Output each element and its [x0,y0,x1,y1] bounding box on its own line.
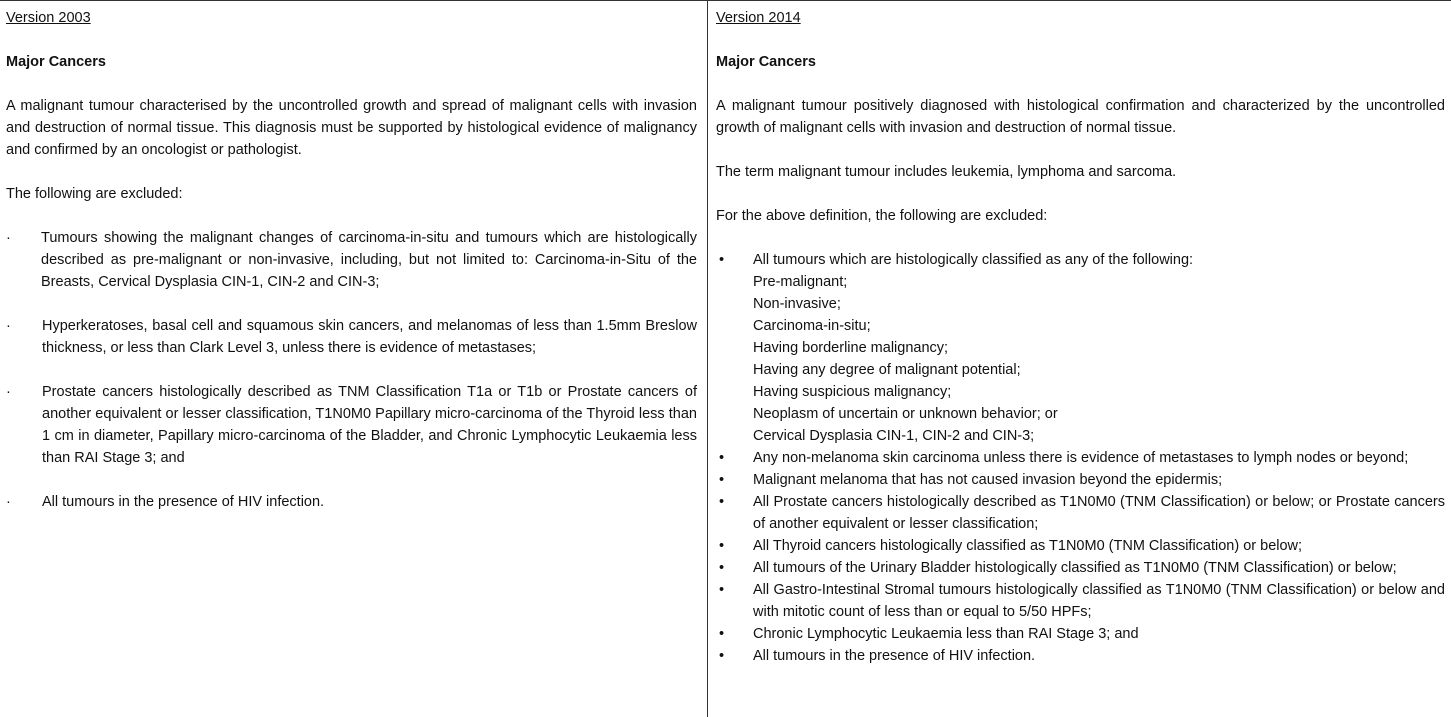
exclusion-item [716,469,1445,491]
exclusion-text: Chronic Lymphocytic Leukaemia less than RAI Stage 3; and [753,626,1139,642]
exclusion-text: All Prostate cancers histologically described as T1N0M0 (TNM Classification) or below; or Prostate cancers of another equivalent or lesser classification; [753,494,1445,532]
sub-item: Pre-malignant; [753,274,848,290]
bullet: • [719,538,725,554]
exclusion-item [716,535,1445,557]
exclusion-item [716,491,1445,535]
sub-item: Having suspicious malignancy; [753,384,952,400]
exclusion-text: Malignant melanoma that has not caused invasion beyond the epidermis; [753,472,1223,488]
bullet: • [719,626,725,642]
exclusion-text: All tumours of the Urinary Bladder histologically classified as T1N0M0 (TNM Classification) or below; [753,560,1397,576]
bullet: · [6,494,11,510]
exclusion-text: All Thyroid cancers histologically classified as T1N0M0 (TNM Classification) or below; [753,538,1303,554]
exclusion-item [716,645,1445,667]
exclusion-text: Tumours showing the malignant changes of carcinoma-in-situ and tumours which are histologically described as pre-malignant or non-invasive, including, but not limited to: Carcinoma-in-Situ of the Breasts, Cervical Dysplasia CIN-1, CIN-2 and CIN-3; [41,230,697,290]
exclusion-item [716,623,1445,645]
column-version-2014 [708,1,1451,717]
sub-item: Having any degree of malignant potential; [753,362,1021,378]
bullet: · [6,384,11,400]
exclusion-item [716,579,1445,623]
exclusion-text: All Gastro-Intestinal Stromal tumours histologically classified as T1N0M0 (TNM Classification) or below and with mitotic count of less than or equal to 5/50 HPFs; [753,582,1445,620]
sub-item: Cervical Dysplasia CIN-1, CIN-2 and CIN-3; [753,428,1035,444]
definition-text: A malignant tumour positively diagnosed with histological confirmation and characterized by the uncontrolled growth of malignant cells with invasion and destruction of normal tissue. [716,98,1445,136]
sub-item: Neoplasm of uncertain or unknown behavior; or [753,406,1058,422]
bullet: • [719,252,725,268]
exclusion-text: All tumours in the presence of HIV infection. [753,648,1036,664]
exclusion-text: Any non-melanoma skin carcinoma unless there is evidence of metastases to lymph nodes or beyond; [753,450,1409,466]
sub-item: Carcinoma-in-situ; [753,318,871,334]
version-label: Version 2014 [716,10,801,26]
exclusion-item [716,447,1445,469]
sub-item: Non-invasive; [753,296,841,312]
version-label: Version 2003 [6,10,91,26]
bullet: • [719,582,725,598]
exclusion-text: Prostate cancers histologically described as TNM Classification T1a or T1b or Prostate cancers of another equivalent or lesser classification, T1N0M0 Papillary micro-carcinoma of the Thyroid less than 1 cm in diameter, Papillary micro-carcinoma of the Bladder, and Chronic Lymphocytic Leukaemia less than RAI Stage 3; and [42,384,697,466]
exclusion-item [716,249,1445,447]
bullet: · [6,230,11,246]
bullet: • [719,450,725,466]
exclusion-item [716,557,1445,579]
exclusion-text: All tumours which are histologically classified as any of the following: [753,252,1194,268]
excluded-intro: The following are excluded: [6,186,183,202]
section-heading: Major Cancers [6,54,106,70]
includes-text: The term malignant tumour includes leukemia, lymphoma and sarcoma. [716,164,1177,180]
sub-item: Having borderline malignancy; [753,340,949,356]
bullet: • [719,648,725,664]
section-heading: Major Cancers [716,54,816,70]
exclusion-text: All tumours in the presence of HIV infection. [42,494,325,510]
excluded-intro: For the above definition, the following are excluded: [716,208,1048,224]
definition-text: A malignant tumour characterised by the uncontrolled growth and spread of malignant cells with invasion and destruction of normal tissue. This diagnosis must be supported by histological evidence of malignancy and confirmed by an oncologist or pathologist. [6,98,697,158]
exclusion-item [6,315,697,359]
exclusion-item [6,227,697,293]
bullet: · [6,318,11,334]
bullet: • [719,560,725,576]
bullet: • [719,472,725,488]
exclusion-text: Hyperkeratoses, basal cell and squamous skin cancers, and melanomas of less than 1.5mm Breslow thickness, or less than Clark Level 3, unless there is evidence of metastases; [42,318,697,356]
bullet: • [719,494,725,510]
exclusion-item [6,381,697,469]
column-version-2003 [0,1,708,717]
exclusion-item [6,491,697,513]
